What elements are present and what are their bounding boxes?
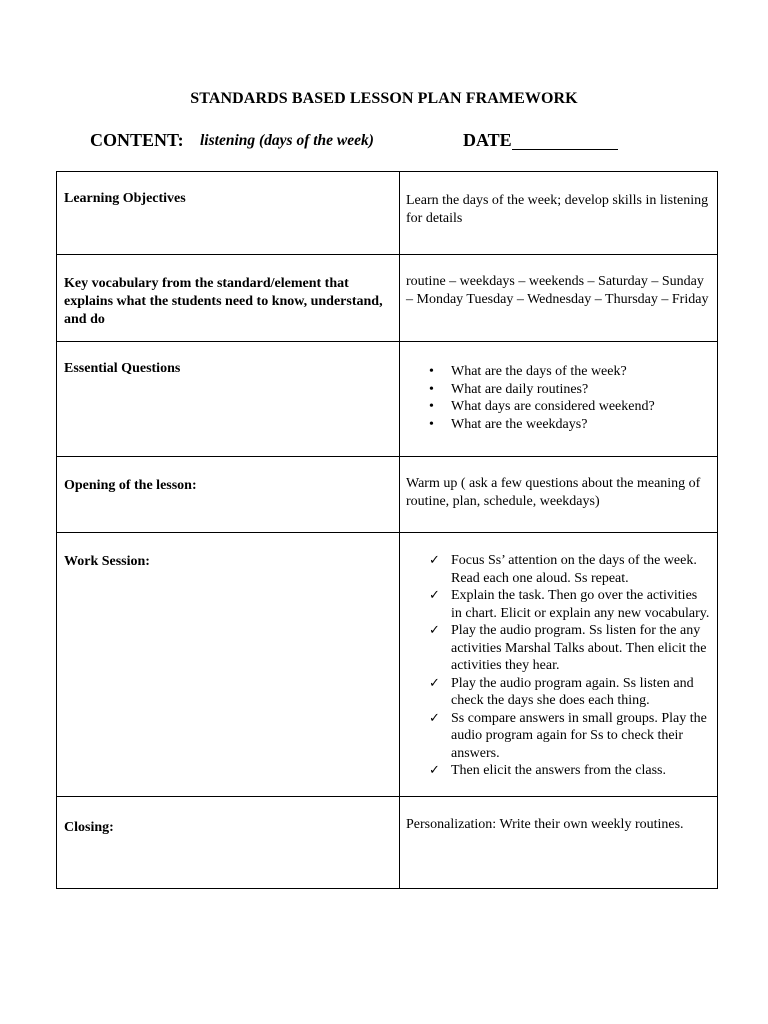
content-label: CONTENT: <box>90 130 184 150</box>
list-item: • What are the weekdays? <box>451 416 711 434</box>
list-item: ✓ Play the audio program again. Ss listen and check the days she does each thing. <box>429 675 694 708</box>
row-key-vocabulary <box>57 255 718 342</box>
opening-text: Warm up ( ask a few questions about the meaning of routine, plan, schedule, weekdays) <box>400 457 718 533</box>
list-item: • What are daily routines? <box>451 381 711 399</box>
list-item: ✓ Play the audio program. Ss listen for the any activities Marshal Talks about. Then elicit the activities they hear. <box>429 623 707 673</box>
essential-questions-label: Essential Questions <box>57 342 400 457</box>
checkmark-icon: ✓ <box>429 710 440 726</box>
document-title: STANDARDS BASED LESSON PLAN FRAMEWORK <box>190 90 578 107</box>
content-value: listening (days of the week) <box>200 132 374 149</box>
checkmark-icon: ✓ <box>429 623 440 638</box>
learning-objectives-text: Learn the days of the week; develop skills in listening for details <box>400 172 718 255</box>
row-opening <box>57 457 718 533</box>
key-vocabulary-label: Key vocabulary from the standard/element that explains what the students need to know, understand, and do <box>57 255 400 342</box>
row-learning-objectives <box>57 172 718 255</box>
list-item: ✓ Ss compare answers in small groups. Play the audio program again for Ss to check their answers. <box>429 710 707 761</box>
list-item: ✓ Focus Ss’ attention on the days of the week. Read each one aloud. Ss repeat. <box>429 553 697 586</box>
list-item: • What are the days of the week? <box>451 363 711 381</box>
checkmark-icon: ✓ <box>429 588 440 603</box>
essential-questions-list <box>406 363 711 433</box>
work-session-list <box>406 552 711 780</box>
closing-text: Personalization: Write their own weekly routines. <box>400 797 718 889</box>
lesson-plan-table <box>56 171 718 889</box>
key-vocabulary-text: routine – weekdays – weekends – Saturday – Sunday – Monday Tuesday – Wednesday – Thursday – Friday <box>400 255 718 342</box>
learning-objectives-label: Learning Objectives <box>57 172 400 255</box>
essential-questions-cell <box>400 342 718 457</box>
list-item: • What days are considered weekend? <box>451 398 711 416</box>
list-item: ✓ Explain the task. Then go over the activities in chart. Elicit or explain any new vocabulary. <box>429 588 710 621</box>
work-session-label: Work Session: <box>57 533 400 797</box>
checkmark-icon: ✓ <box>429 675 440 691</box>
row-work-session <box>57 533 718 797</box>
date-blank-line <box>512 149 618 150</box>
content-line <box>90 130 730 154</box>
date-label: DATE <box>463 130 512 150</box>
checkmark-icon: ✓ <box>429 763 440 778</box>
row-essential-questions <box>57 342 718 457</box>
closing-label: Closing: <box>57 797 400 889</box>
checkmark-icon: ✓ <box>429 553 440 568</box>
list-item: ✓ Then elicit the answers from the class. <box>429 763 666 778</box>
opening-label: Opening of the lesson: <box>57 457 400 533</box>
work-session-cell <box>400 533 718 797</box>
row-closing <box>57 797 718 889</box>
